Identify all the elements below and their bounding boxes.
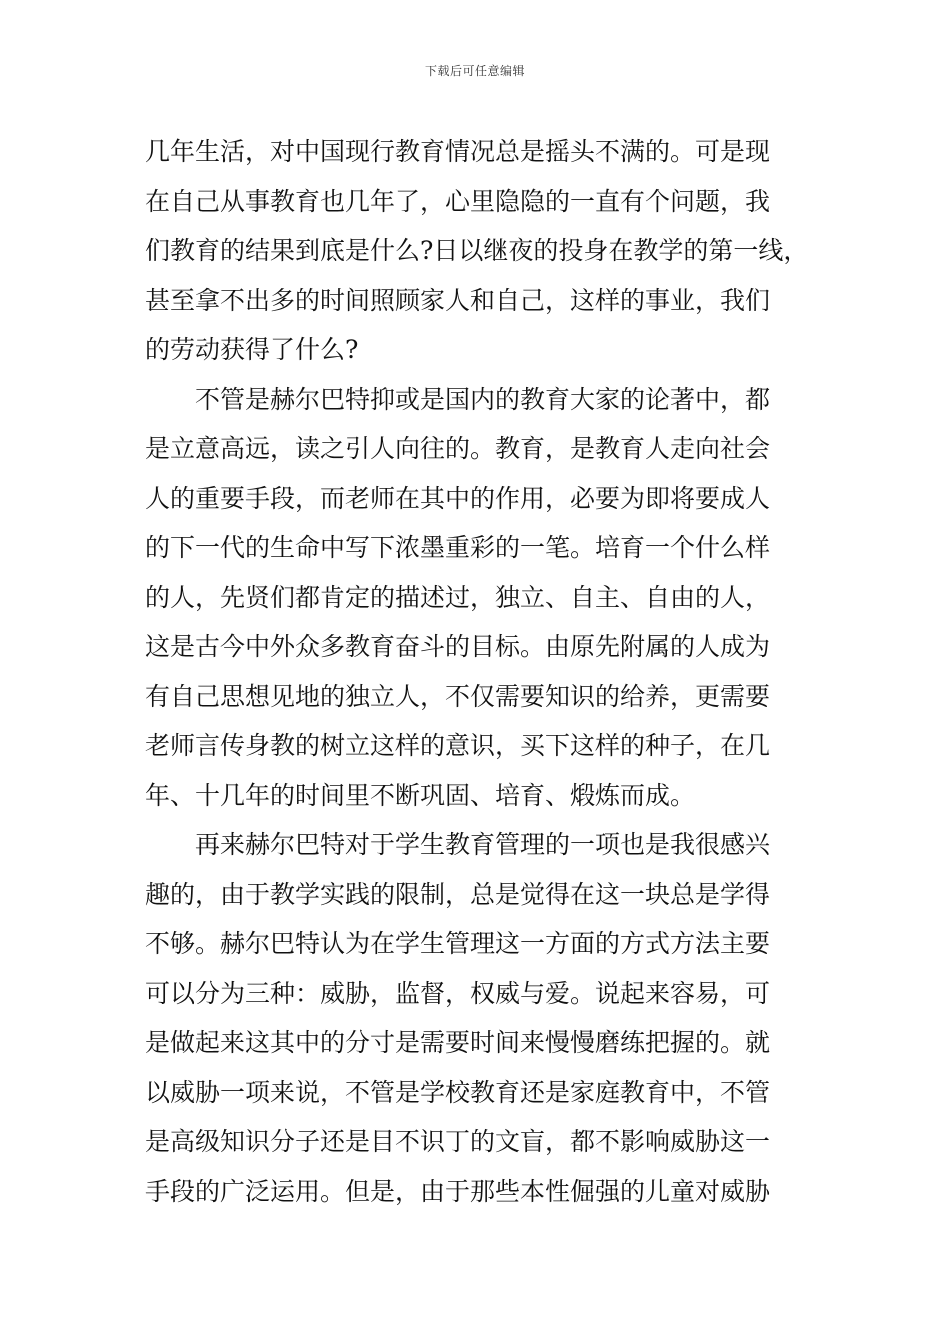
text-line: 老师言传身教的树立这样的意识，买下这样的种子，在几 — [145, 731, 771, 760]
text-line: 的下一代的生命中写下浓墨重彩的一笔。培育一个什么样 — [145, 533, 771, 562]
text-line: 手段的广泛运用。但是，由于那些本性倔强的儿童对威胁 — [145, 1176, 771, 1206]
text-line: 是高级知识分子还是目不识丁的文盲，都不影响威胁这一 — [145, 1127, 771, 1156]
text-line: 再来赫尔巴特对于学生教育管理的一项也是我很感兴 — [195, 830, 771, 859]
text-line: 人的重要手段，而老师在其中的作用，必要为即将要成人 — [145, 483, 771, 513]
text-line: 是立意高远，读之引人向往的。教育，是教育人走向社会 — [145, 434, 771, 463]
paragraph — [145, 127, 825, 375]
text-line: 在自己从事教育也几年了，心里隐隐的一直有个问题，我 — [145, 186, 771, 216]
text-line: 不管是赫尔巴特抑或是国内的教育大家的论著中，都 — [195, 384, 771, 414]
text-line: 年、十几年的时间里不断巩固、培育、煅炼而成。 — [145, 780, 696, 810]
text-line: 几年生活，对中国现行教育情况总是摇头不满的。可是现 — [145, 137, 771, 166]
text-line: 有自己思想见地的独立人，不仅需要知识的给养，更需要 — [145, 681, 771, 711]
text-line: 的劳动获得了什么? — [145, 335, 359, 364]
text-line: 以威胁一项来说，不管是学校教育还是家庭教育中，不管 — [145, 1077, 771, 1107]
text-line: 甚至拿不出多的时间照顾家人和自己，这样的事业，我们 — [145, 285, 771, 315]
text-line: 趣的，由于教学实践的限制，总是觉得在这一块总是学得 — [145, 879, 771, 909]
paragraph — [145, 375, 825, 821]
text-line: 们教育的结果到底是什么?日以继夜的投身在教学的第一线， — [145, 236, 809, 265]
text-line: 可以分为三种：威胁，监督，权威与爱。说起来容易，可 — [145, 978, 771, 1008]
text-line: 是做起来这其中的分寸是需要时间来慢慢磨练把握的。就 — [145, 1028, 771, 1057]
document-body — [145, 127, 825, 1216]
paragraph — [145, 820, 825, 1216]
text-line: 不够。赫尔巴特认为在学生管理这一方面的方式方法主要 — [145, 929, 771, 958]
text-line: 这是古今中外众多教育奋斗的目标。由原先附属的人成为 — [145, 632, 771, 661]
text-line: 的人，先贤们都肯定的描述过，独立、自主、自由的人， — [145, 582, 771, 612]
page-header: 下载后可任意编辑 — [424, 64, 525, 78]
